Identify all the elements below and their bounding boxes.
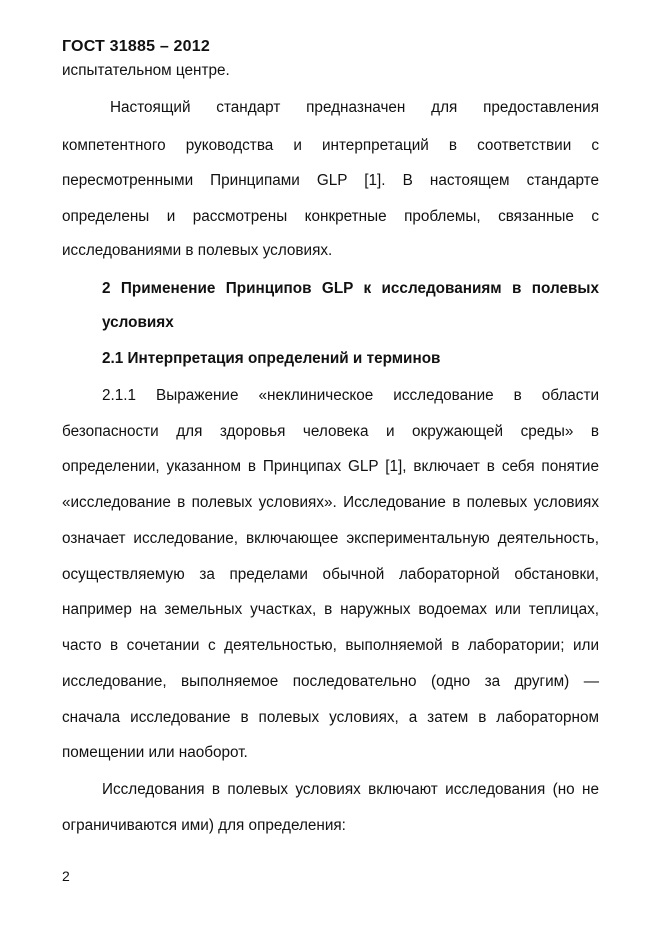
text-line: определении, указанном в Принципах GLP [1], включает в себя понятие [62,458,599,475]
text-line: 2.1.1 Выражение «неклиническое исследование в области [102,387,599,404]
text-line: исследование, выполняемое последовательно (одно за другим) — [62,673,599,690]
text-line: определены и рассмотрены конкретные проблемы, связанные с [62,208,599,225]
text-line: помещении или наоборот. [62,744,248,761]
text-line: безопасности для здоровья человека и окружающей среды» в [62,423,599,440]
text-line: компетентного руководства и интерпретаций в соответствии с [62,137,599,154]
text-line: «исследование в полевых условиях». Исследование в полевых условиях [62,494,599,511]
page-number: 2 [62,868,70,884]
text-line: осуществляемую за пределами обычной лабораторной обстановки, [62,566,599,583]
text-line: исследованиями в полевых условиях. [62,242,333,259]
text-line: ограничиваются ими) для определения: [62,817,346,834]
text-line: часто в сочетании с деятельностью, выполняемой в лаборатории; или [62,637,599,654]
text-line: пересмотренными Принципами GLP [1]. В настоящем стандарте [62,172,599,189]
subsection-heading: 2.1 Интерпретация определений и терминов [102,350,441,367]
text-line: Исследования в полевых условиях включают исследования (но не [102,781,599,798]
text-line: испытательном центре. [62,62,230,79]
text-line: Настоящий стандарт предназначен для предоставления [110,99,599,116]
text-line: означает исследование, включающее экспериментальную деятельность, [62,530,599,547]
section-heading-cont: условиях [102,314,174,331]
document-header: ГОСТ 31885 – 2012 [62,38,210,55]
section-heading: 2 Применение Принципов GLP к исследованиям в полевых [102,280,599,297]
text-line: сначала исследование в полевых условиях, а затем в лабораторном [62,709,599,726]
text-line: например на земельных участках, в наружных водоемах или теплицах, [62,601,599,618]
